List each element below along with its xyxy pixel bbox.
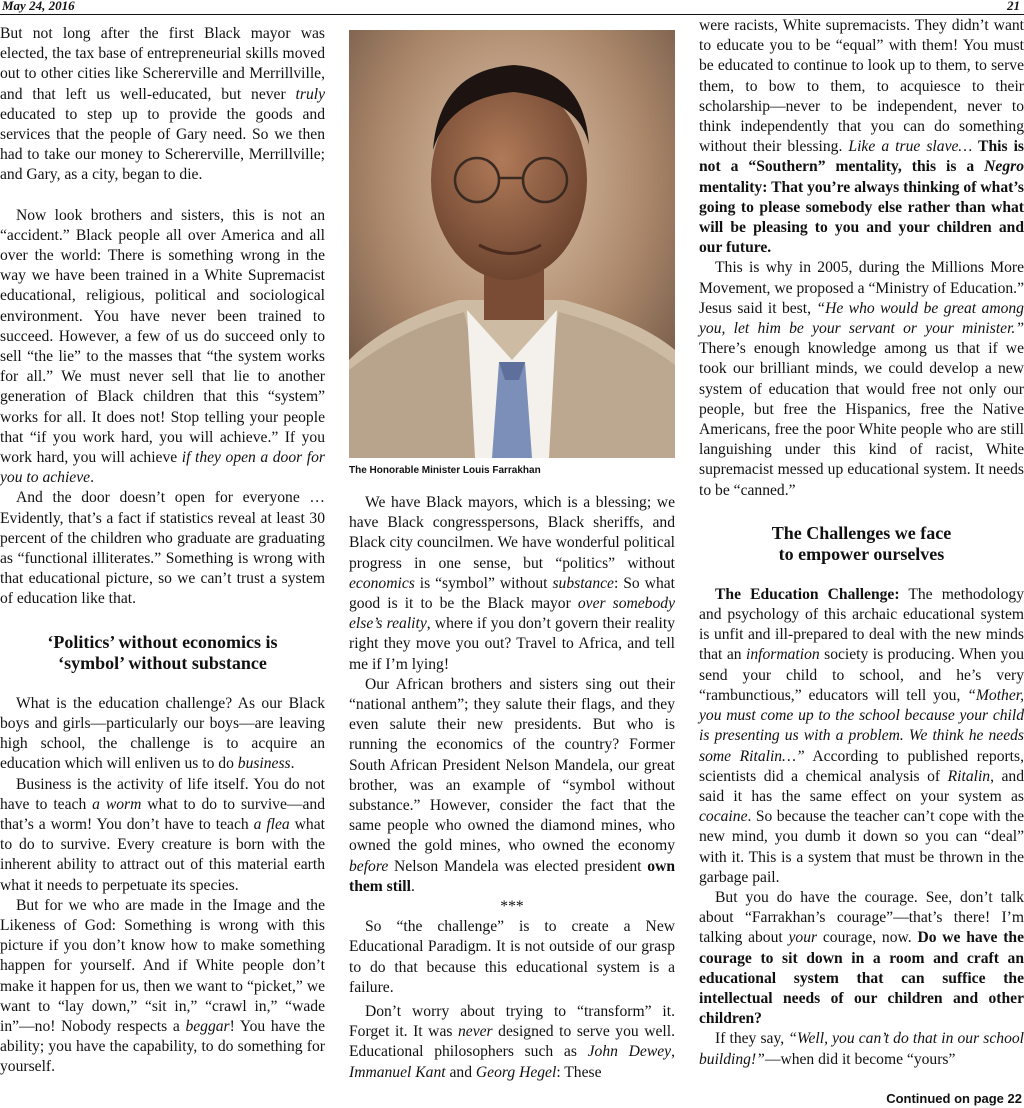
paragraph: This is why in 2005, during the Millions More Movement, we proposed a “Ministry of Education.” Jesus said it best, “He who would be great among you, let him be your servant or your minister.” There’s enough knowledge among us that if we took our brilliant minds, we could develop a new system of education that would free not only our people, but free the Hispanics, free the Native Americans, free the poor White people who are still languishing under this kind of racist, White supremacist messed up educational system. It needs to be “canned.” [699,259,1024,499]
section-heading: ‘Politics’ without economics is ‘symbol’ without substance [47,631,278,673]
paragraph: If they say, “Well, you can’t do that in our school building!”—when did it become “yours” [699,1030,1024,1068]
photo-caption: The Honorable Minister Louis Farrakhan [349,465,541,476]
column-left [0,24,325,1078]
column-right [699,16,1024,1070]
issue-date: May 24, 2016 [2,0,75,13]
paragraph: The Education Challenge: The methodology and psychology of this archaic educational system is unfit and ill-prepared to deal with the new minds that an information society is producing. When you send your child to school, and he’s very “rambunctious,” educators will tell you, “Mother, you must come up to the school because your child is presenting us with a problem. We think he needs some Ritalin…” According to published reports, scientists did a chemical analysis of Ritalin, and said it has the same effect on your system as cocaine. So because the teacher can’t cope with the new mind, you dumb it down so you can “deal” with it. This is a system that must be thrown in the garbage pail. [699,585,1024,886]
paragraph: What is the education challenge? As our Black boys and girls—particularly our boys—are leaving high school, the challenge is to acquire an education which will enliven us to do business. [0,694,325,773]
section-divider: *** [500,898,524,916]
paragraph: So “the challenge” is to create a New Educational Paradigm. It is not outside of our grasp to do that because this educational system is a failure. [349,918,675,996]
paragraph: We have Black mayors, which is a blessing; we have Black congresspersons, Black sheriffs, and Black city councilmen. We have wonderful political progress in one sense, but “politics” without economics is “symbol” without substance: So what good is it to be the Black mayor over somebody else’s reality, where if you don’t govern their reality right they move you out? Travel to Africa, and tell me if I’m lying! [349,494,675,673]
paragraph: And the door doesn’t open for everyone … Evidently, that’s a fact if statistics reveal at least 30 percent of the children who graduate are graduating as “functional illiterates.” Something is wrong with that educational picture, so we can’t trust a system of education like that. [0,489,325,608]
page-header [0,0,1024,15]
paragraph: Don’t worry about trying to “transform” it. Forget it. It was never designed to serve you well. Educational philosophers such as John Dewey, Immanuel Kant and Georg Hegel: These [349,1003,676,1081]
paragraph: Our African brothers and sisters sing out their “national anthem”; they salute their flags, and they even salute their new presidents. But who is running the economics of the country? Former South African President Nelson Mandela, our great brother, was an example of “symbol without substance.” However, consider the fact that the same people who owned the diamond mines, who owned the gold mines, who owned the economy before Nelson Mandela was elected president own them still. [349,675,675,895]
paragraph: But for we who are made in the Image and the Likeness of God: Something is wrong with this picture if you don’t know how to make something happen for yourself. And if White people don’t make it happen for us, then we want to “picket,” we want to “lay down,” “sit in,” “crawl in,” “wade in”—no! Nobody respects a beggar! You have the ability; you have the capability, to do something for yourself. [0,896,326,1076]
paragraph: Now look brothers and sisters, this is not an “accident.” Black people all over America and all over the world: There is something wrong in the way we have been trained in a White Supremacist educational, religious, political and sociological environment. You have never been trained to succeed. However, a few of us do succeed only to sell “the lie” to the masses that “the system works for all.” We must never sell that lie to another generation of Black children that this “system” works for all. It does not! Stop telling your people that “if you work hard, you will achieve.” If you work hard, you will achieve if they open a door for you to achieve. [0,206,325,487]
portrait-illustration [349,30,675,458]
page-number: 21 [1007,0,1020,13]
continued-link[interactable]: Continued on page 22 [886,1091,1022,1106]
column-middle [349,30,675,1083]
section-heading: The Challenges we face to empower ourselves [771,522,952,564]
paragraph: were racists, White supremacists. They didn’t want to educate you to be “equal” with them! You must be educated to continue to look up to them, to serve them, to bow to them, to acquiesce to their scholarship—never to be independent, never to think independently that you can do something without their blessing. Like a true slave… This is not a “Southern” mentality, this is a Negro mentality: That you’re always thinking of what’s going to please somebody else rather than what will be pleasing to you and your children and our future. [699,17,1024,257]
paragraph: Business is the activity of life itself. You do not have to teach a worm what to do to survive—and that’s a worm! You don’t have to teach a flea what to do to survive. Every creature is born with the inherent ability to attract out of this material earth what it needs to perpetuate its species. [0,775,325,894]
portrait-photo [349,30,675,458]
paragraph: But not long after the first Black mayor was elected, the tax base of entrepreneurial skills moved out to other cities like Schererville and Merrillville, and that left us well-educated, but never truly educated to step up to provide the goods and services that the people of Gary need. So we then had to take our money to Schererville, Merrillville; and Gary, as a city, began to die. [0,25,325,184]
paragraph: But you do have the courage. See, don’t talk about “Farrakhan’s courage”—that’s there! I’m talking about your courage, now. Do we have the courage to sit down in a room and craft an educational system that can suffice the intellectual needs of our children and other children? [699,888,1024,1028]
